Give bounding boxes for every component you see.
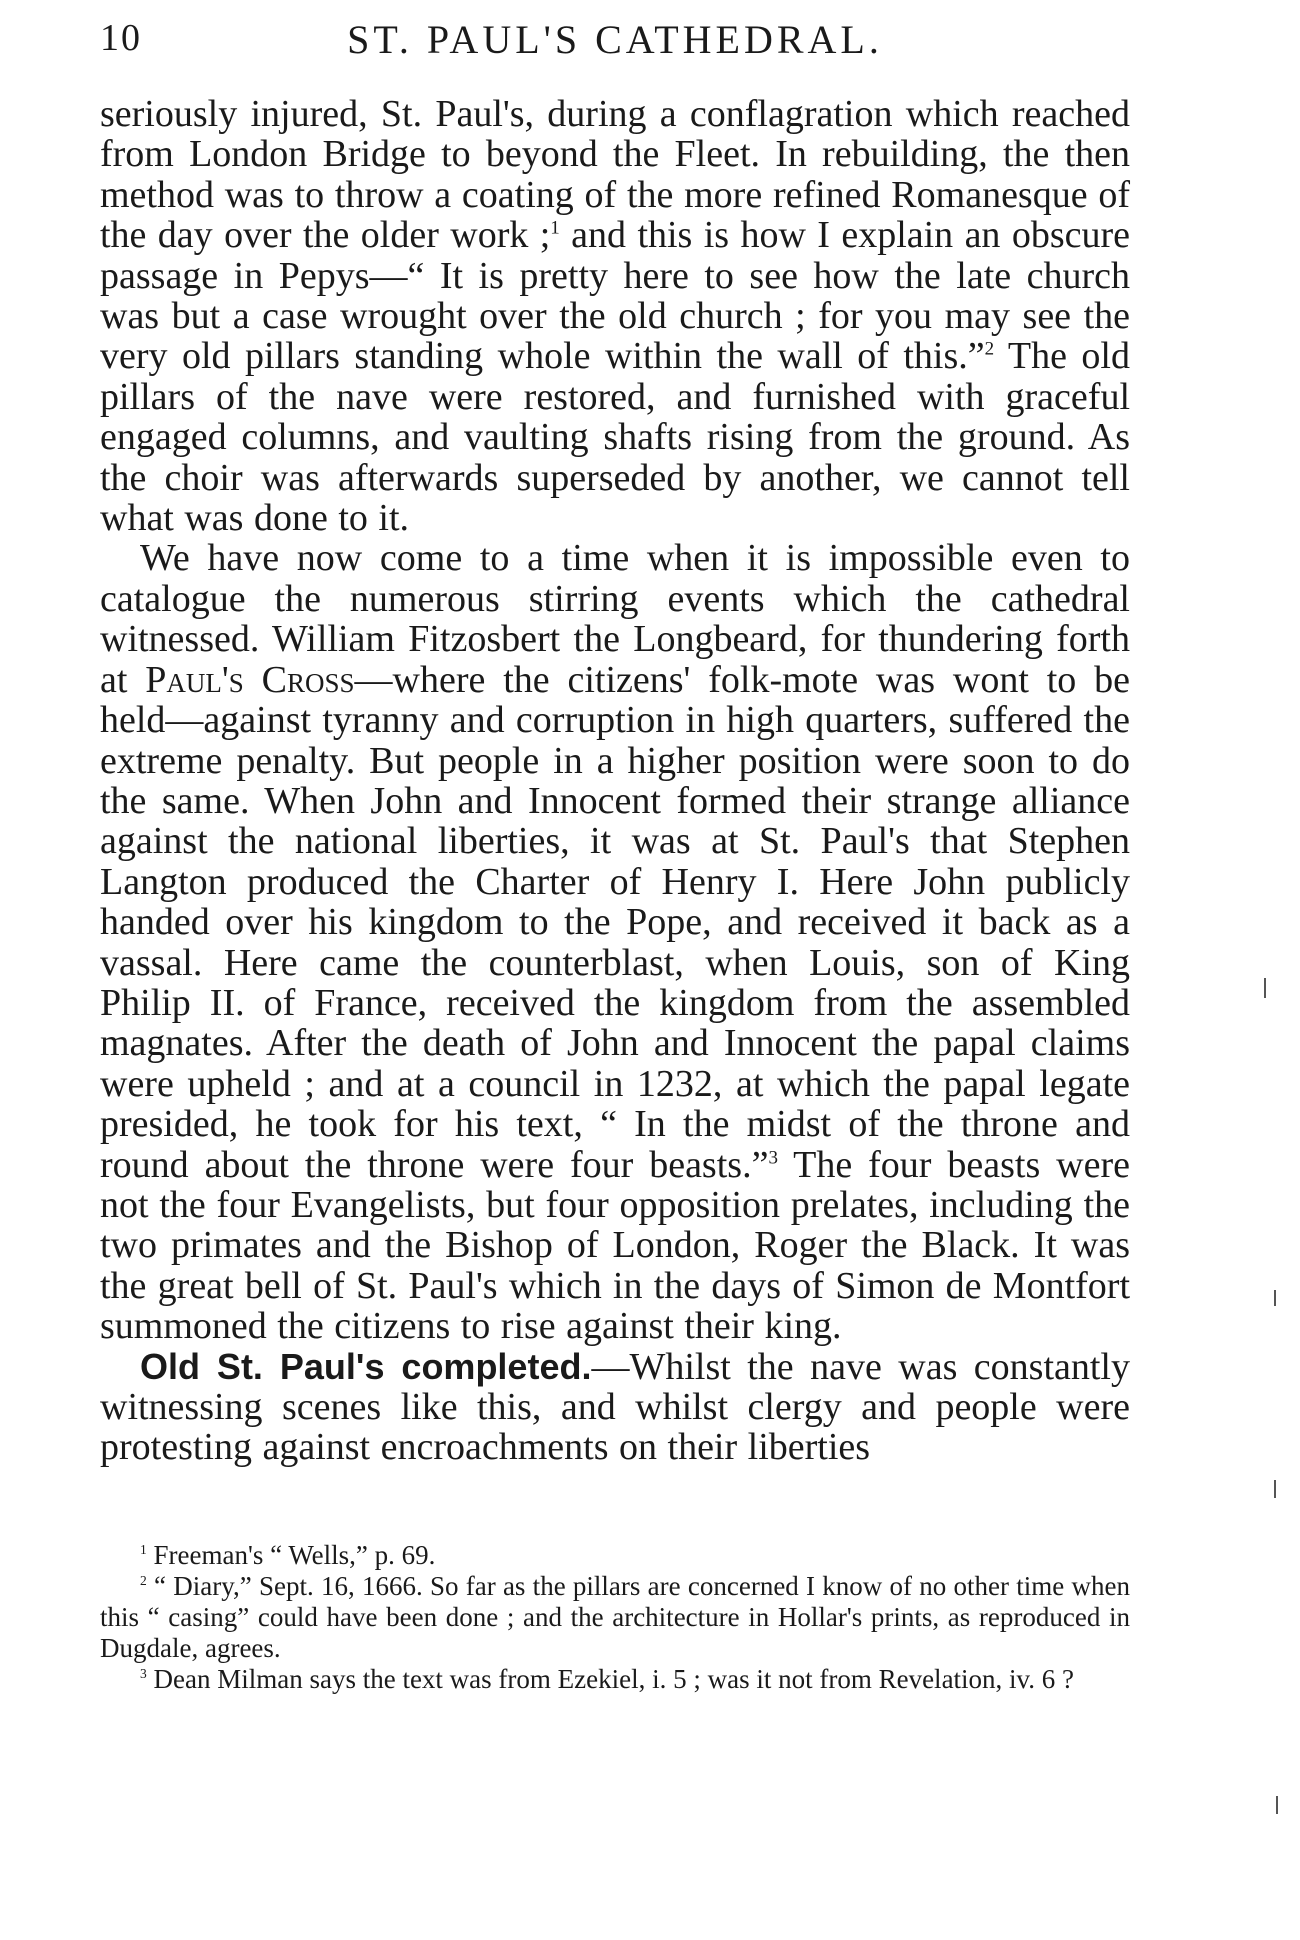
paragraph-3 <box>100 1347 1130 1468</box>
pauls-cross-smallcaps: Paul's Cross <box>145 658 355 701</box>
footnote-2-text: “ Diary,” Sept. 16, 1666. So far as the pillars are concerned I know of no other time when this “ casing” could have been done ; and the architecture in Hollar's prints, as reproduced in Dugdale, agrees. <box>100 1571 1130 1663</box>
paragraph-2 <box>100 538 1130 1346</box>
footnotes <box>100 1540 1130 1695</box>
footnote-1 <box>100 1540 1130 1571</box>
footnote-ref-3: 3 <box>768 1146 778 1168</box>
margin-speck <box>1264 978 1266 998</box>
footnote-2-mark: 2 <box>140 1573 147 1588</box>
footnote-3 <box>100 1664 1130 1695</box>
paragraph-2-text-c: The four beasts were not the four Evangelists, but four opposition prelates, including the two primates and the Bishop of London, Roger the Black. It was the great bell of St. Paul's which in the days of Simon de Montfort summoned the citizens to rise against their king. <box>100 1143 1130 1348</box>
margin-speck <box>1276 1796 1278 1814</box>
footnote-2 <box>100 1571 1130 1664</box>
paragraph-1 <box>100 94 1130 538</box>
footnote-3-text: Dean Milman says the text was from Ezekiel, i. 5 ; was it not from Revelation, iv. 6 ? <box>146 1664 1075 1694</box>
running-head <box>100 16 1130 76</box>
footnote-1-mark: 1 <box>140 1542 147 1557</box>
running-title: ST. PAUL'S CATHEDRAL. <box>347 17 883 62</box>
footnote-3-mark: 3 <box>140 1666 147 1681</box>
footnote-ref-1: 1 <box>550 217 560 239</box>
paragraph-1-text-a: seriously injured, St. Paul's, during a conflagration which reached from London Bridge to beyond the Fleet. In rebuilding, the then method was to throw a coating of the more refined Romanesque of the day over the older work ; <box>100 93 1130 257</box>
page-number: 10 <box>100 17 142 59</box>
body-text <box>100 94 1130 1468</box>
paragraph-1-text-c: The old pillars of the nave were restored, and furnished with graceful engaged columns, and vaulting shafts rising from the ground. As the choir was afterwards superseded by another, we cannot tell what was done to it. <box>100 335 1130 540</box>
paragraph-2-text-a: We have now come to a time when it is impossible even to catalogue the numerous stirring events which the cathedral witnessed. William Fitzosbert the Longbeard, for thundering forth at <box>100 537 1130 701</box>
footnote-1-text: Freeman's “ Wells,” p. 69. <box>146 1540 436 1570</box>
section-sidehead: Old St. Paul's completed. <box>140 1345 592 1387</box>
paragraph-2-text-b: —where the citizens' folk-mote was wont to be held—against tyranny and corruption in high quarters, suffered the extreme penalty. But people in a higher position were soon to do the same. When John and Innocent formed their strange alliance against the national liberties, it was at St. Paul's that Stephen Langton produced the Charter of Henry I. Here John publicly handed over his kingdom to the Pope, and received it back as a vassal. Here came the counterblast, when Louis, son of King Philip II. of France, received the kingdom from the assembled magnates. After the death of John and Innocent the papal claims were upheld ; and at a council in 1232, at which the papal legate presided, he took for his text, “ In the midst of the throne and round about the throne were four beasts.” <box>100 658 1130 1186</box>
margin-speck <box>1274 1480 1276 1498</box>
margin-speck <box>1274 1290 1276 1306</box>
footnote-ref-2: 2 <box>984 338 995 360</box>
paragraph-3-text: —Whilst the nave was constantly witnessing scenes like this, and whilst clergy and people were protesting against encroachments on their liberties <box>100 1345 1130 1469</box>
paragraph-1-text-b: and this is how I explain an obscure passage in Pepys—“ It is pretty here to see how the late church was but a case wrought over the old church ; for you may see the very old pillars standing whole within the wall of this.” <box>100 214 1130 378</box>
